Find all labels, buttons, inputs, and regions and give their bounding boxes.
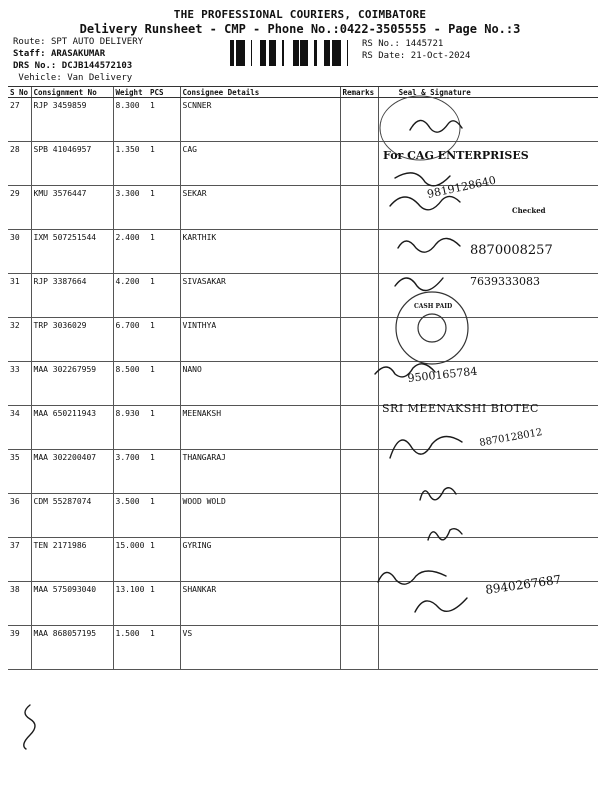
table-row xyxy=(8,142,598,186)
cell-remarks xyxy=(340,494,378,538)
cell-remarks xyxy=(340,230,378,274)
cell-consignee: WOOD WOLD xyxy=(180,494,340,538)
route-value: SPT AUTO DELIVERY xyxy=(50,37,144,47)
cell-consignee: VS xyxy=(180,626,340,670)
cell-remarks xyxy=(340,406,378,450)
table-row xyxy=(8,582,598,626)
cell-seal-signature xyxy=(378,230,598,274)
barcode-bar xyxy=(260,40,263,66)
runsheet-meta-left xyxy=(13,36,143,84)
barcode-bar xyxy=(338,40,341,66)
company-name: THE PROFESSIONAL COURIERS, COIMBATORE xyxy=(173,8,427,21)
table-row xyxy=(8,362,598,406)
barcode-bar xyxy=(300,40,302,66)
cell-consignment: MAA 302200407 xyxy=(31,450,113,494)
barcode-bar xyxy=(332,40,335,66)
cell-pcs: 1 xyxy=(148,494,180,538)
cell-weight: 8.930 xyxy=(113,406,148,450)
delivery-table-wrap xyxy=(8,86,598,638)
cell-consignment: RJP 3387664 xyxy=(31,274,113,318)
barcode-bar xyxy=(233,40,234,66)
cell-weight: 13.100 xyxy=(113,582,148,626)
barcode-bar xyxy=(236,40,239,66)
rs-no-value: 1445721 xyxy=(405,39,444,49)
cell-seal-signature xyxy=(378,142,598,186)
cell-weight: 3.500 xyxy=(113,494,148,538)
barcode-bar xyxy=(282,40,284,66)
barcode-bar xyxy=(242,40,245,66)
table-row xyxy=(8,98,598,142)
cell-seal-signature xyxy=(378,538,598,582)
cell-remarks xyxy=(340,362,378,406)
cell-consignment: MAA 650211943 xyxy=(31,406,113,450)
col-seal-signature xyxy=(378,87,598,98)
drs-value: DCJB144572103 xyxy=(61,61,133,71)
table-row xyxy=(8,494,598,538)
staff-line xyxy=(13,48,143,60)
cell-sno: 32 xyxy=(8,318,31,362)
cell-sno: 38 xyxy=(8,582,31,626)
barcode-bar xyxy=(347,40,348,66)
barcode-bar xyxy=(272,40,275,66)
table-row xyxy=(8,318,598,362)
table-row xyxy=(8,626,598,670)
cell-seal-signature xyxy=(378,582,598,626)
barcode-bar xyxy=(263,40,264,66)
cell-pcs: 1 xyxy=(148,582,180,626)
cell-sno: 39 xyxy=(8,626,31,670)
cell-sno: 31 xyxy=(8,274,31,318)
cell-pcs: 1 xyxy=(148,318,180,362)
rs-no-line xyxy=(362,38,470,50)
col-sno: S No xyxy=(8,87,31,98)
col-consignment: Consignment No xyxy=(31,87,113,98)
stamp-checked: Checked xyxy=(512,206,546,215)
cell-consignment: SPB 41046957 xyxy=(31,142,113,186)
cell-weight: 8.500 xyxy=(113,362,148,406)
cell-seal-signature xyxy=(378,406,598,450)
barcode-bar xyxy=(306,40,308,66)
barcode-bar xyxy=(269,40,270,66)
table-row xyxy=(8,274,598,318)
cell-seal-signature xyxy=(378,274,598,318)
phone-thangaraj: 8870128012 xyxy=(478,427,544,449)
barcode-bar xyxy=(293,40,294,66)
table-row xyxy=(8,406,598,450)
cell-pcs: 1 xyxy=(148,406,180,450)
table-row xyxy=(8,538,598,582)
cell-weight: 15.000 xyxy=(113,538,148,582)
delivery-table xyxy=(8,86,598,670)
cell-sno: 34 xyxy=(8,406,31,450)
route-label: Route: xyxy=(13,37,46,47)
cell-weight: 4.200 xyxy=(113,274,148,318)
cell-consignment: MAA 575093040 xyxy=(31,582,113,626)
cell-seal-signature xyxy=(378,186,598,230)
phone-nano: 9500165784 xyxy=(406,364,478,385)
phone-sekar: 9819128640 xyxy=(425,173,498,201)
stamp-cash-paid: CASH PAID xyxy=(414,303,453,310)
drs-barcode xyxy=(230,40,355,66)
cell-seal-signature xyxy=(378,318,598,362)
cell-seal-signature xyxy=(378,98,598,142)
cell-pcs: 1 xyxy=(148,98,180,142)
cell-remarks xyxy=(340,186,378,230)
cell-consignee: CAG xyxy=(180,142,340,186)
cell-consignment: RJP 3459859 xyxy=(31,98,113,142)
cell-weight: 1.500 xyxy=(113,626,148,670)
stamp-cag: For CAG ENTERPRISES xyxy=(383,149,529,162)
cell-remarks xyxy=(340,626,378,670)
staff-value: ARASAKUMAR xyxy=(50,49,106,59)
stamp-meenakshi: SRI MEENAKSHI BIOTEC xyxy=(382,402,539,415)
barcode-bar xyxy=(251,40,252,66)
cell-weight: 1.350 xyxy=(113,142,148,186)
rs-date-line xyxy=(362,50,470,62)
cell-consignee: GYRING xyxy=(180,538,340,582)
cell-remarks xyxy=(340,98,378,142)
barcode-bar xyxy=(230,40,233,66)
cell-consignment: MAA 302267959 xyxy=(31,362,113,406)
barcode-bar xyxy=(275,40,276,66)
col-pcs: PCS xyxy=(148,87,180,98)
cell-remarks xyxy=(340,318,378,362)
cell-remarks xyxy=(340,582,378,626)
table-row xyxy=(8,450,598,494)
cell-consignee: THANGARAJ xyxy=(180,450,340,494)
barcode-bar xyxy=(329,40,330,66)
rs-no-label: RS No.: xyxy=(362,39,400,49)
cell-consignment: TEN 2171986 xyxy=(31,538,113,582)
cell-pcs: 1 xyxy=(148,538,180,582)
col-seal-label: Seal & Signature xyxy=(398,87,471,97)
col-remarks: Remarks xyxy=(340,87,378,98)
cell-remarks xyxy=(340,450,378,494)
cell-sno: 27 xyxy=(8,98,31,142)
cell-pcs: 1 xyxy=(148,450,180,494)
col-consignee: Consignee Details xyxy=(180,87,340,98)
vehicle-label: Vehicle: xyxy=(18,73,62,83)
cell-seal-signature xyxy=(378,494,598,538)
cell-weight: 3.300 xyxy=(113,186,148,230)
runsheet-title: Delivery Runsheet - CMP - Phone No.:0422-3505555 - Page No.:3 xyxy=(79,22,521,36)
cell-consignee: NANO xyxy=(180,362,340,406)
cell-sno: 33 xyxy=(8,362,31,406)
cell-sno: 29 xyxy=(8,186,31,230)
barcode-bar xyxy=(336,40,338,66)
barcode-bar xyxy=(240,40,242,66)
barcode-bar xyxy=(314,40,317,66)
cell-sno: 28 xyxy=(8,142,31,186)
cell-consignment: IXM 507251544 xyxy=(31,230,113,274)
rs-date-value: 21-Oct-2024 xyxy=(410,51,471,61)
cell-consignee: MEENAKSH xyxy=(180,406,340,450)
barcode-bar xyxy=(239,40,240,66)
cell-consignee: SCNNER xyxy=(180,98,340,142)
cell-remarks xyxy=(340,274,378,318)
cell-seal-signature xyxy=(378,362,598,406)
cell-pcs: 1 xyxy=(148,274,180,318)
cell-consignment: MAA 868057195 xyxy=(31,626,113,670)
barcode-bar xyxy=(270,40,272,66)
cell-consignee: KARTHIK xyxy=(180,230,340,274)
table-row xyxy=(8,186,598,230)
table-header-row xyxy=(8,87,598,98)
phone-shankar: 8940267687 xyxy=(484,572,563,597)
cell-seal-signature xyxy=(378,450,598,494)
vehicle-line xyxy=(13,72,143,84)
barcode-bar xyxy=(335,40,336,66)
cell-weight: 2.400 xyxy=(113,230,148,274)
phone-karthik: 8870008257 xyxy=(470,243,553,258)
table-row xyxy=(8,230,598,274)
cell-weight: 8.300 xyxy=(113,98,148,142)
cell-sno: 36 xyxy=(8,494,31,538)
cell-weight: 6.700 xyxy=(113,318,148,362)
cell-pcs: 1 xyxy=(148,142,180,186)
cell-pcs: 1 xyxy=(148,362,180,406)
barcode-bar xyxy=(294,40,296,66)
col-weight: Weight xyxy=(113,87,148,98)
cell-consignee: SHANKAR xyxy=(180,582,340,626)
barcode-bar xyxy=(264,40,266,66)
rs-date-label: RS Date: xyxy=(362,51,406,61)
cell-consignee: SIVASAKAR xyxy=(180,274,340,318)
cell-sno: 37 xyxy=(8,538,31,582)
barcode-bar xyxy=(326,40,329,66)
route-line xyxy=(13,36,143,48)
cell-consignee: SEKAR xyxy=(180,186,340,230)
cell-remarks xyxy=(340,142,378,186)
phone-sivasakar: 7639333083 xyxy=(470,275,540,288)
cell-remarks xyxy=(340,538,378,582)
vehicle-value: Van Delivery xyxy=(67,73,133,83)
cell-consignment: TRP 3036029 xyxy=(31,318,113,362)
cell-pcs: 1 xyxy=(148,186,180,230)
cell-consignment: CDM 55287074 xyxy=(31,494,113,538)
table-body xyxy=(8,98,598,670)
cell-weight: 3.700 xyxy=(113,450,148,494)
cell-seal-signature xyxy=(378,626,598,670)
drs-line xyxy=(13,60,143,72)
footer-initial-mark xyxy=(24,705,35,749)
drs-label: DRS No.: xyxy=(13,61,57,71)
barcode-bar xyxy=(302,40,305,66)
cell-sno: 35 xyxy=(8,450,31,494)
barcode-bar xyxy=(296,40,299,66)
barcode-bar xyxy=(324,40,326,66)
barcode-bar xyxy=(305,40,306,66)
runsheet-meta-right xyxy=(362,38,470,62)
staff-label: Staff: xyxy=(13,49,46,59)
cell-pcs: 1 xyxy=(148,230,180,274)
cell-pcs: 1 xyxy=(148,626,180,670)
cell-consignment: KMU 3576447 xyxy=(31,186,113,230)
cell-sno: 30 xyxy=(8,230,31,274)
cell-consignee: VINTHYA xyxy=(180,318,340,362)
